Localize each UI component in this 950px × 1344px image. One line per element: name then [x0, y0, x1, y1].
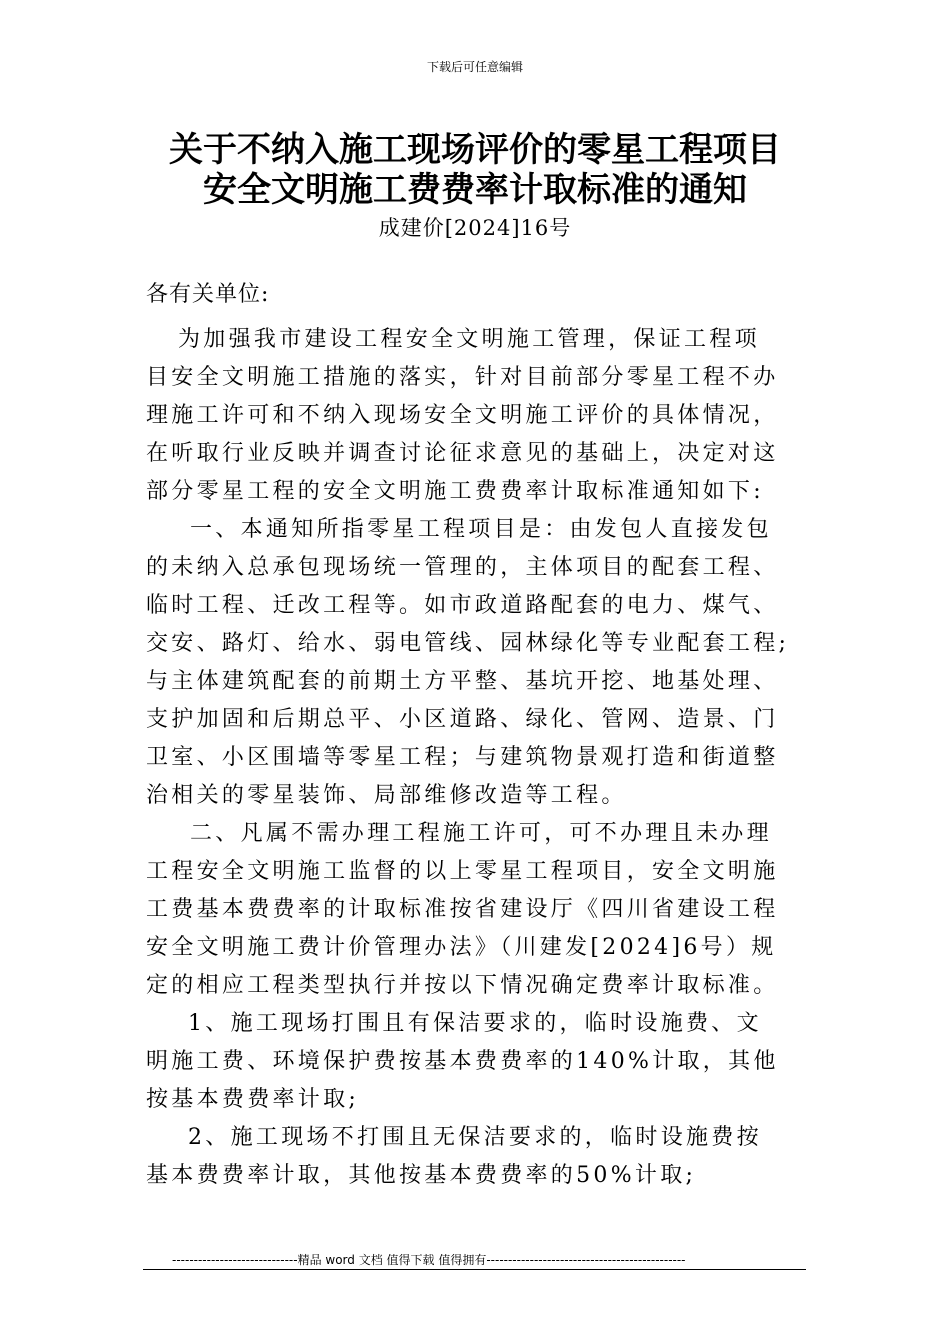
body-line: 临时工程、迁改工程等。如市政道路配套的电力、煤气、: [146, 593, 779, 618]
body-line: 二、凡属不需办理工程施工许可，可不办理且未办理: [190, 821, 772, 846]
body-line: 明施工费、环境保护费按基本费费率的140%计取，其他: [146, 1049, 779, 1074]
body-line: 治相关的零星装饰、局部维修改造等工程。: [146, 783, 627, 808]
body-line: 卫室、小区围墙等零星工程；与建筑物景观打造和街道整: [146, 745, 779, 770]
body-line: 基本费费率计取，其他按基本费费率的50%计取;: [146, 1163, 697, 1188]
body-line: 工费基本费费率的计取标准按省建设厅《四川省建设工程: [146, 897, 779, 922]
body-line: 目安全文明施工措施的落实，针对目前部分零星工程不办: [146, 365, 779, 390]
body-line: 按基本费费率计取;: [146, 1087, 360, 1112]
body-line: 交安、路灯、给水、弱电管线、园林绿化等专业配套工程;: [146, 631, 790, 656]
salutation: 各有关单位:: [146, 282, 270, 307]
body-line: 部分零星工程的安全文明施工费费率计取标准通知如下:: [146, 479, 764, 504]
page-header: 下载后可任意编辑: [426, 60, 523, 74]
document-title-line-2: 安全文明施工费费率计取标准的通知: [203, 170, 747, 210]
body-line: 工程安全文明施工监督的以上零星工程项目，安全文明施: [146, 859, 779, 884]
body-line: 理施工许可和不纳入现场安全文明施工评价的具体情况，: [146, 403, 779, 428]
document-title-line-1: 关于不纳入施工现场评价的零星工程项目: [169, 130, 781, 170]
body-line: 与主体建筑配套的前期土方平整、基坑开挖、地基处理、: [146, 669, 779, 694]
body-line: 一、本通知所指零星工程项目是：由发包人直接发包: [190, 517, 772, 542]
body-line: 的未纳入总承包现场统一管理的，主体项目的配套工程、: [146, 555, 779, 580]
body-line: 为加强我市建设工程安全文明施工管理，保证工程项: [178, 327, 760, 352]
body-line: 定的相应工程类型执行并按以下情况确定费率计取标准。: [146, 973, 779, 998]
footer-divider: [143, 1269, 806, 1270]
body-line: 安全文明施工费计价管理办法》（川建发[2024]6号）规: [146, 935, 777, 960]
body-line: 1、施工现场打围且有保洁要求的，临时设施费、文: [188, 1011, 762, 1036]
body-line: 在听取行业反映并调查讨论征求意见的基础上，决定对这: [146, 441, 779, 466]
page-footer: -----------------------------精品 word 文档 值得下载 值得拥有----------------------------------------------: [172, 1253, 686, 1267]
document-number: 成建价[2024]16号: [378, 216, 572, 240]
body-line: 支护加固和后期总平、小区道路、绿化、管网、造景、门: [146, 707, 779, 732]
body-line: 2、施工现场不打围且无保洁要求的，临时设施费按: [188, 1125, 762, 1150]
